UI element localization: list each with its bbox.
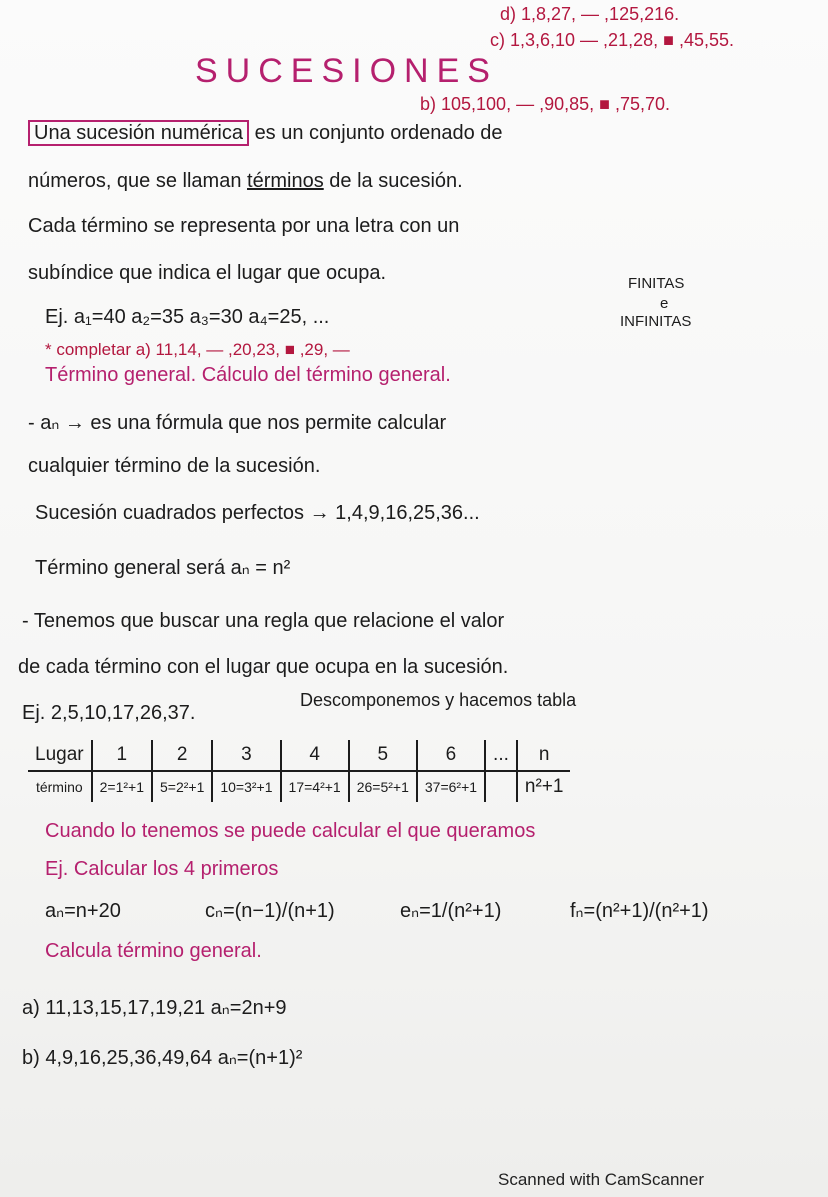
table-cell: n²+1: [517, 771, 571, 802]
squares-sequence: Sucesión cuadrados perfectos → 1,4,9,16,25,36...: [35, 502, 480, 524]
definition-line-3: Cada término se representa por una letra con un: [28, 215, 460, 237]
table-cell: 37=6²+1: [417, 771, 485, 802]
formula-e: eₙ=1/(n²+1): [400, 900, 502, 922]
complete-exercise: * completar a) 11,14, — ,20,23, ■ ,29, —: [45, 340, 350, 359]
general-term-heading: Término general. Cálculo del término general.: [45, 364, 451, 386]
table-cell: Lugar: [28, 740, 92, 771]
formula-f: fₙ=(n²+1)/(n²+1): [570, 900, 709, 922]
table-cell: 2: [152, 740, 212, 771]
page-title: SUCESIONES: [195, 52, 498, 90]
definition-line-1: [28, 122, 503, 145]
table-cell: ...: [485, 740, 517, 771]
example-2-note: Descomponemos y hacemos tabla: [300, 690, 577, 710]
note-finitas: FINITAS: [628, 275, 685, 292]
table-cell: 5: [349, 740, 417, 771]
table-cell: 5=2²+1: [152, 771, 212, 802]
rule-line-2: de cada término con el lugar que ocupa en la sucesión.: [18, 656, 509, 678]
formula-c: cₙ=(n−1)/(n+1): [205, 900, 335, 922]
table-row-termino: [28, 771, 570, 802]
calc-heading: Calcula término general.: [45, 940, 262, 962]
table-cell: término: [35, 779, 83, 795]
table-row-lugar: [28, 740, 570, 771]
exercise-b: b) 105,100, — ,90,85, ■ ,75,70.: [420, 94, 671, 114]
definition-line-2: [28, 170, 463, 193]
underlined-term: términos: [247, 170, 324, 192]
an-definition-2: cualquier término de la sucesión.: [28, 455, 321, 477]
scanner-watermark: Scanned with CamScanner: [498, 1170, 705, 1189]
definition-line-4: subíndice que indica el lugar que ocupa.: [28, 262, 387, 284]
squares-general-term: Término general será aₙ = n²: [35, 557, 291, 579]
example-3: Ej. Calcular los 4 primeros: [45, 858, 279, 880]
answer-b: b) 4,9,16,25,36,49,64 aₙ=(n+1)²: [22, 1047, 303, 1069]
table-cell: n: [517, 740, 571, 771]
table-cell: 2=1²+1: [92, 771, 152, 802]
when-known-text: Cuando lo tenemos se puede calcular el que queramos: [45, 820, 536, 842]
table-cell: 6: [417, 740, 485, 771]
table-cell: 17=4²+1: [281, 771, 349, 802]
note-e: e: [660, 295, 669, 312]
boxed-term: Una sucesión numérica: [28, 120, 249, 146]
example-1: Ej. a₁=40 a₂=35 a₃=30 a₄=25, ...: [45, 306, 330, 328]
table-cell: 4: [281, 740, 349, 771]
table-cell: [485, 771, 517, 802]
text: de la sucesión.: [329, 170, 463, 192]
note-infinitas: INFINITAS: [620, 313, 692, 330]
an-definition-1: - aₙ → es una fórmula que nos permite calcular: [28, 412, 447, 434]
answer-a: a) 11,13,15,17,19,21 aₙ=2n+9: [22, 997, 287, 1019]
example-2-sequence: Ej. 2,5,10,17,26,37.: [22, 702, 196, 724]
exercise-c: c) 1,3,6,10 — ,21,28, ■ ,45,55.: [490, 30, 735, 50]
table-cell: 26=5²+1: [349, 771, 417, 802]
table-cell: 10=3²+1: [212, 771, 280, 802]
formula-a: aₙ=n+20: [45, 900, 121, 922]
term-table: [28, 740, 570, 802]
table-cell: 3: [212, 740, 280, 771]
table-cell: 1: [92, 740, 152, 771]
text: números, que se llaman: [28, 170, 242, 192]
exercise-d: d) 1,8,27, — ,125,216.: [500, 4, 680, 24]
rule-line-1: - Tenemos que buscar una regla que relacione el valor: [22, 610, 505, 632]
definition-rest: es un conjunto ordenado de: [254, 122, 503, 144]
